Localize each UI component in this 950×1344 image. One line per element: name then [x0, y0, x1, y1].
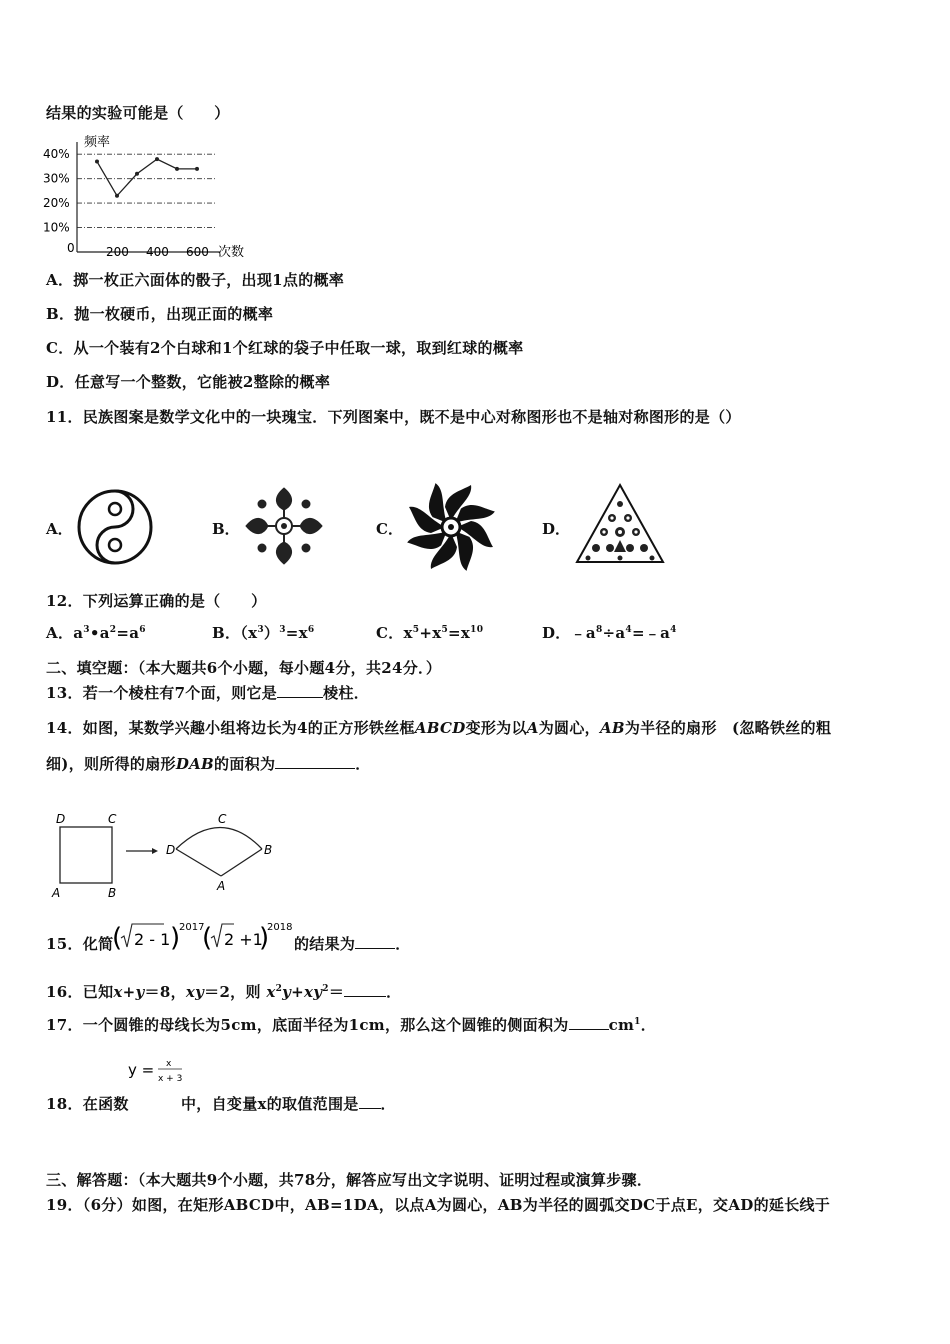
svg-text:2017: 2017 [179, 922, 205, 933]
triangle-ornament-pattern-image [574, 482, 666, 566]
q12-option-a: A．$a^3•a^2=a^6$ [46, 624, 146, 642]
q11-stem: 11．民族图案是数学文化中的一块瑰宝．下列图案中，既不是中心对称图形也不是轴对称图形的是（） [46, 408, 741, 426]
y-tick-label: 20% [43, 196, 70, 211]
q10-option-a: A．掷一枚正六面体的骰子，出现1点的概率 [46, 271, 345, 289]
q13-answer-blank [277, 684, 323, 698]
q16-answer-blank [344, 983, 386, 997]
frequency-chart [40, 132, 255, 260]
q17-answer-blank [569, 1016, 609, 1030]
q15-prefix: 15．化简 [46, 935, 114, 953]
svg-text:x + 3: x + 3 [158, 1074, 183, 1084]
q10-option-c: C．从一个装有2个白球和1个红球的袋子中任取一球，取到红球的概率 [46, 339, 524, 357]
q15-suffix: 的结果为 ． [294, 935, 411, 953]
svg-text:A: A [217, 879, 226, 893]
data-point [115, 194, 119, 198]
y-axis-label: 频率 [84, 135, 111, 150]
origin-label: 0 [67, 241, 75, 255]
data-point [175, 167, 179, 171]
svg-text:2 - 1: 2 - 1 [134, 930, 171, 949]
data-point [95, 160, 99, 164]
pinwheel-flower-pattern-image [406, 482, 496, 572]
x-axis-label: 次数 [218, 245, 245, 260]
svg-text:y =: y = [128, 1061, 155, 1079]
section-2-heading: 二、填空题：（本大题共6个小题，每小题4分，共24分．） [46, 659, 442, 677]
data-point [155, 157, 159, 161]
q15-expression [112, 918, 294, 954]
svg-text:B: B [264, 843, 273, 857]
svg-text:): ) [170, 923, 181, 953]
y-tick-label: 10% [43, 220, 70, 235]
q14-line2: 细)，则所得的扇形DAB的面积为 ． [46, 755, 371, 773]
svg-text:(: ( [112, 923, 123, 953]
q14-line1: 14．如图，某数学兴趣小组将边长为4的正方形铁丝框ABCD变形为以A为圆心，AB为半径的扇形 (忽略铁丝的粗 [46, 719, 832, 737]
svg-text:2018: 2018 [267, 922, 293, 933]
svg-text:(: ( [202, 923, 213, 953]
q10-stem: 结果的实验可能是（ ） [46, 104, 230, 122]
data-point [135, 172, 139, 176]
q15-answer-blank [355, 935, 395, 949]
data-point [195, 167, 199, 171]
q13: 13．若一个棱柱有7个面，则它是 棱柱． [46, 684, 370, 702]
section-3-heading: 三、解答题：（本大题共9个小题，共78分，解答应写出文字说明、证明过程或演算步骤． [46, 1171, 653, 1189]
svg-text:C: C [218, 812, 227, 826]
q18-suffix: 中，自变量x的取值范围是 ． [181, 1095, 396, 1113]
q11-label-d: D． [542, 520, 571, 538]
svg-text:D: D [56, 812, 66, 826]
svg-text:x: x [166, 1059, 172, 1069]
q18-prefix: 18．在函数 [46, 1095, 129, 1113]
q19-stem: 19．（6分）如图，在矩形ABCD中，AB=1DA，以点A为圆心，AB为半径的圆弧交DC于点E，交AD的延长线于 [46, 1196, 831, 1214]
series-line [97, 159, 197, 196]
x-tick-label: 200 [106, 245, 129, 259]
taiji-pattern-image [76, 488, 154, 566]
svg-text:B: B [108, 886, 117, 900]
q12-stem: 12．下列运算正确的是（ ） [46, 592, 267, 610]
q12-option-c: C．$x^5+x^5=x^{10}$ [376, 624, 484, 642]
q11-label-b: B． [212, 520, 240, 538]
floral-cross-pattern-image [242, 484, 326, 568]
q14-answer-blank [275, 755, 355, 769]
q16: 16．已知x+y＝8，xy＝2，则 $x^2y+xy^2=$ ． [46, 983, 402, 1001]
svg-text:D: D [166, 843, 176, 857]
q12-option-b: B．$(x^3)^3=x^6$ [212, 624, 315, 642]
chart-gridlines [77, 154, 217, 227]
x-tick-label: 600 [186, 245, 209, 259]
y-tick-label: 30% [43, 171, 70, 186]
svg-text:2 +1: 2 +1 [224, 930, 263, 949]
q12-option-d: D．$﹣a^8\div a^4=﹣a^4$ [542, 624, 677, 642]
svg-text:C: C [108, 812, 117, 826]
q10-option-d: D．任意写一个整数，它能被2整除的概率 [46, 373, 331, 391]
square-to-sector-figure [46, 808, 286, 900]
q18-function-formula [128, 1054, 188, 1088]
x-tick-label: 400 [146, 245, 169, 259]
q11-label-c: C． [376, 520, 403, 538]
svg-text:A: A [52, 886, 61, 900]
q18-answer-blank [359, 1095, 381, 1109]
svg-text:): ) [259, 923, 270, 953]
q10-option-b: B．抛一枚硬币，出现正面的概率 [46, 305, 274, 323]
q17: 17．一个圆锥的母线长为5cm，底面半径为1cm，那么这个圆锥的侧面积为 $cm^1$． [46, 1016, 657, 1034]
q11-label-a: A． [46, 520, 73, 538]
y-tick-label: 40% [43, 147, 70, 162]
